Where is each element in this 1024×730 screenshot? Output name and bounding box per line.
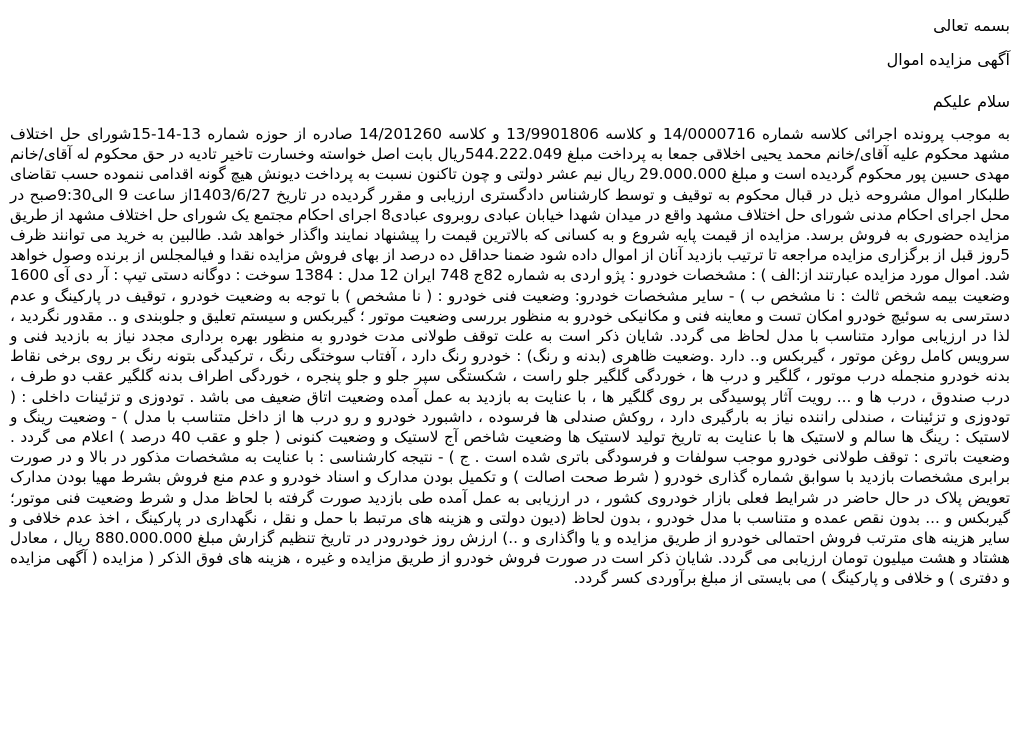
- notice-title: آگهی مزایده اموال: [886, 50, 1010, 69]
- notice-body: [10, 124, 1010, 589]
- notice-paragraph: به موجب پرونده اجرائی کلاسه شماره 14/0000716 و کلاسه 13/9901806 و کلاسه 14/201260 صادره از حوزه شماره 13-14-15شورای حل اختلاف مشهد محکوم علیه آقای/خانم محمد یحیی اخلاقی جمعا به پرداخت مبلغ 544.222.049ریال بابت اصل خواسته وخسارت تاخیر تادیه در حق محکوم له آقای/خانم مهدی حسین پور محکوم گردیده است و مبلغ 29.000.000 ریال نیم عشر دولتی و چون تاکنون نسبت به پرداخت دیونش هیچ گونه اقدامی ننموده حسب تقاضای طلبکار اموال مشروحه ذیل در قبال محکوم به توقیف و توسط کارشناس دادگستری ارزیابی و مقرر گردیده در تاریخ 1403/6/27از ساعت 9 الی9:30صبح در محل اجرای احکام مدنی شورای حل اختلاف مشهد واقع در میدان شهدا خیابان عبادی روبروی عبادی8 اجرای احکام مجتمع یک شورای حل اختلاف مشهد از طریق مزایده حضوری به فروش برسد. مزایده از قیمت پایه شروع و به کسانی که بالاترین قیمت را پیشنهاد نمایند واگذار خواهد شد. طالبین به خرید می توانند ظرف 5روز قبل از برگزاری مزایده مراجعه تا ترتیب بازدید آنان از اموال داده شود ضمنا حداقل ده درصد از بهای فروش مزایده نقدا و فیالمجلس از برنده وصول خواهد شد. اموال مورد مزایده عبارتند از:الف ) : مشخصات خودرو : پژو اردی به شماره 82ج 748 ایران 12 مدل : 1384 سوخت : دوگانه دستی تیپ : آر دی آی 1600 وضعیت بیمه شخص ثالث : نا مشخص ب ) - سایر مشخصات خودرو: وضعیت فنی خودرو : ( نا مشخص ) با توجه به وضعیت خودرو ، توقیف در پارکینگ و عدم دسترسی به سوئیچ خودرو امکان تست و معاینه فنی و مکانیکی خودرو به منظور بررسی وضعیت موتور ؛ گیربکس و سیستم تعلیق و جلوبندی و .. مقدور نگردید ، لذا در ارزیابی موارد متناسب با مدل لحاظ می گردد. شایان ذکر است به علت توقف طولانی مدت خودرو به منظور بهره برداری مجدد نیاز به بازدید فنی و سرویس کامل روغن موتور ، گیربکس و.. دارد .وضعیت ظاهری (بدنه و رنگ) : خودرو رنگ دارد ، آفتاب سوختگی رنگ ، ترکیدگی بتونه رنگ بر روی برخی نقاط بدنه خودرو منجمله درب موتور ، گلگیر و درب ها ، خوردگی گلگیر جلو راست ، شکستگی سپر جلو و جلو پنجره ، خوردگی اطراف بدنه گلگیر عقب دو طرف ، درب صندوق ، درب ها و ... رویت آثار پوسیدگی بر روی گلگیر ها ، با عنایت به بازدید به عمل آمده وضعیت اتاق ضعیف می باشد . تودوزی و تزئینات داخلی : ( تودوزی و تزئینات ، صندلی راننده نیاز به بارگیری دارد ، روکش صندلی ها فرسوده ، داشبورد خودرو و رو درب ها از داخل متناسب با مدل ) - وضعیت رینگ و لاستیک : رینگ ها سالم و لاستیک ها با عنایت به تاریخ تولید لاستیک ها وضعیت شاخص آج لاستیک و وضعیت کنونی ( جلو و عقب 40 درصد ) اعلام می گردد . وضعیت باتری : توقف طولانی خودرو موجب سولفات و فرسودگی باتری شده است . ج ) - نتیجه کارشناسی : با عنایت به مشخصات مذکور در بالا و در صورت برابری مشخصات بازدید با سوابق شماره گذاری خودرو ( شرط صحت اصالت ) و تکمیل بودن مدارک و اسناد خودرو و عدم منع فروش بشرط مهیا بودن مدارک تعویض پلاک در حال حاضر در شرایط فعلی بازار خودروی کشور ، در ارزیابی به عمل آمده طی بازدید صورت گرفته با لحاظ مدل و شرط وضعیت فنی موتور؛ گیربکس و ... بدون نقص عمده و متناسب با مدل خودرو ، بدون لحاظ (دیون دولتی و هزینه های مرتبط با حمل و نقل ، نگهداری در پارکینگ ، اخذ عدم خلافی و سایر هزینه های مترتب فروش احتمالی خودرو از طریق مزایده و یا واگذاری و ..) ارزش روز خودرودر در تاریخ تنظیم گزارش مبلغ 880.000.000 ریال ، معادل هشتاد و هشت میلیون تومان ارزیابی می گردد. شایان ذکر است در صورت فروش خودرو از طریق مزایده و غیره ، هزینه های فوق الذکر ( مزایده ( آگهی مزایده و دفتری ) و خلافی و پارکینگ ) می بایستی از مبلغ برآوردی کسر گردد.: [10, 125, 1011, 588]
- greeting-line: سلام علیکم: [932, 92, 1010, 111]
- basmala-heading: بسمه تعالی: [933, 16, 1010, 35]
